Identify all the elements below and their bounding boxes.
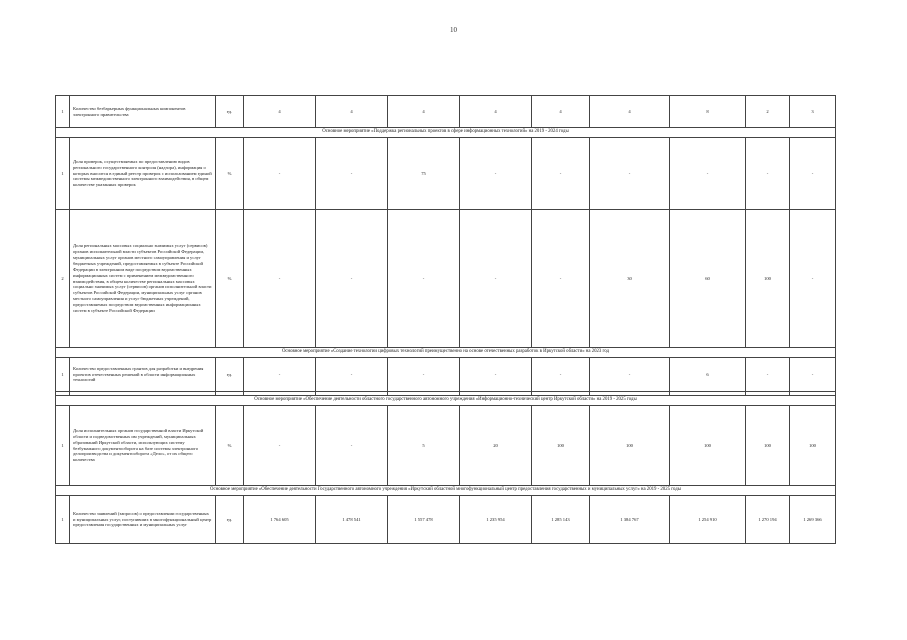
row-index: 1 xyxy=(56,496,70,544)
value-2019: 1 764 605 xyxy=(244,496,316,544)
value-2025: - xyxy=(670,138,746,210)
table-row xyxy=(56,358,836,392)
value-2026: 1 270 194 xyxy=(746,496,790,544)
value-2021: 5 xyxy=(388,406,460,486)
indicator-name: Количество заявлений (запросов) о предоставлении государственных и муниципальных услуг, поступивших в многофункциональный центр предоставления государственных и муниципальных услуг xyxy=(70,496,216,544)
value-2027: 100 xyxy=(790,406,836,486)
value-2021: 4 xyxy=(388,96,460,128)
value-2024: - xyxy=(590,138,670,210)
page-number: 10 xyxy=(450,26,457,34)
section-header: Основное мероприятие «Обеспечение деятельности областного государственного автономного учреждения «Информационно-технический центр Иркутской области» на 2019 - 2025 годы xyxy=(56,396,836,406)
value-2019: - xyxy=(244,406,316,486)
section-header: Основное мероприятие «Поддержка региональных проектов в сфере информационных технологий» на 2019 - 2024 годы xyxy=(56,128,836,138)
value-2023: 100 xyxy=(532,406,590,486)
value-2027: - xyxy=(790,358,836,392)
unit: % xyxy=(216,210,244,348)
value-2026: - xyxy=(746,358,790,392)
unit: % xyxy=(216,406,244,486)
table-row xyxy=(56,210,836,348)
value-2022: 4 xyxy=(460,96,532,128)
unit: ед. xyxy=(216,96,244,128)
unit: % xyxy=(216,138,244,210)
value-2025: 8 xyxy=(670,96,746,128)
section-header-row xyxy=(56,348,836,358)
value-2023: - xyxy=(532,210,590,348)
value-2020: 4 xyxy=(316,96,388,128)
value-2019: 4 xyxy=(244,96,316,128)
value-2022: - xyxy=(460,210,532,348)
value-2019: - xyxy=(244,358,316,392)
value-2023: 4 xyxy=(532,96,590,128)
table-row xyxy=(56,138,836,210)
value-2027: 3 xyxy=(790,96,836,128)
section-header-row xyxy=(56,486,836,496)
value-2022: 20 xyxy=(460,406,532,486)
value-2024: 4 xyxy=(590,96,670,128)
value-2019: - xyxy=(244,138,316,210)
value-2025: 1 254 910 xyxy=(670,496,746,544)
value-2021: 75 xyxy=(388,138,460,210)
value-2020: - xyxy=(316,138,388,210)
row-index: 1 xyxy=(56,358,70,392)
value-2027: - xyxy=(790,210,836,348)
value-2027: 1 269 366 xyxy=(790,496,836,544)
row-index: 1 xyxy=(56,96,70,128)
value-2026: - xyxy=(746,138,790,210)
value-2026: 100 xyxy=(746,210,790,348)
value-2020: - xyxy=(316,358,388,392)
section-header: Основное мероприятие «Обеспечение деятельности Государственного автономного учреждения «Иркутский областной многофункциональный центр предоставления государственных и муниципальных услуг» на 2019 - 2025 годы xyxy=(56,486,836,496)
row-index: 1 xyxy=(56,406,70,486)
section-header: Основное мероприятие «Создание технологии цифровых технологий преимущественно на основе отечественных разработок в Иркутской области» на 2023 год xyxy=(56,348,836,358)
value-2025: 60 xyxy=(670,210,746,348)
value-2024: 1 384 767 xyxy=(590,496,670,544)
value-2024: - xyxy=(590,358,670,392)
section-header-row xyxy=(56,396,836,406)
row-index: 2 xyxy=(56,210,70,348)
value-2021: - xyxy=(388,210,460,348)
value-2027: - xyxy=(790,138,836,210)
value-2022: 1 235 954 xyxy=(460,496,532,544)
table-row xyxy=(56,406,836,486)
unit: ед. xyxy=(216,496,244,544)
value-2026: 100 xyxy=(746,406,790,486)
value-2024: 30 xyxy=(590,210,670,348)
value-2020: - xyxy=(316,210,388,348)
indicator-name: Количество безбарьерных функциональных компонентов электронного правительства xyxy=(70,96,216,128)
indicator-name: Доля проверок, осуществляемых по предоставлению видов регионального государственного контроля (надзора), информация о которых вносится в единый реестр проверок с использованием единой системы межведомственного электронного взаимодействия, в общем количестве указанных проверок xyxy=(70,138,216,210)
value-2022: - xyxy=(460,358,532,392)
row-index: 1 xyxy=(56,138,70,210)
value-2023: 1 285 143 xyxy=(532,496,590,544)
section-header-row xyxy=(56,128,836,138)
indicators-table xyxy=(55,95,836,544)
unit: ед. xyxy=(216,358,244,392)
indicator-name: Доля исполнительных органов государственной власти Иркутской области и подведомственных им учреждений, муниципальных образований Иркутской области, использующих систему безбумажного документооборота на базе системы электронного делопроизводства и документооборота «Дело», от их общего количества xyxy=(70,406,216,486)
value-2022: - xyxy=(460,138,532,210)
table-row xyxy=(56,496,836,544)
value-2020: 1 478 541 xyxy=(316,496,388,544)
value-2025: 100 xyxy=(670,406,746,486)
indicator-name: Доля региональных массовых социально значимых услуг (сервисов) органов исполнительной власти субъектов Российской Федерации, муниципальных услуг органов местного самоуправления и услуг бюджетных учреждений, предоставляемых в субъекте Российской Федерации в электронном виде посредством ведомственных информационных систем с применением межведомственного взаимодействия, в общем количестве региональных массовых социально значимых услуг (сервисов) органов исполнительной власти субъектов Российской Федерации, муниципальных услуг органов местного самоуправления и услуг бюджетных учреждений, предоставляемых посредством ведомственных информационных систем в субъекте Российской Федерации xyxy=(70,210,216,348)
value-2021: 1 557 478 xyxy=(388,496,460,544)
value-2020: - xyxy=(316,406,388,486)
value-2024: 100 xyxy=(590,406,670,486)
value-2023: - xyxy=(532,358,590,392)
value-2021: - xyxy=(388,358,460,392)
value-2026: 2 xyxy=(746,96,790,128)
table-row xyxy=(56,96,836,128)
indicator-name: Количество предоставленных грантов для разработки и внедрения проектов отечественных решений в области информационных технологий xyxy=(70,358,216,392)
value-2019: - xyxy=(244,210,316,348)
value-2023: - xyxy=(532,138,590,210)
value-2025: 6 xyxy=(670,358,746,392)
